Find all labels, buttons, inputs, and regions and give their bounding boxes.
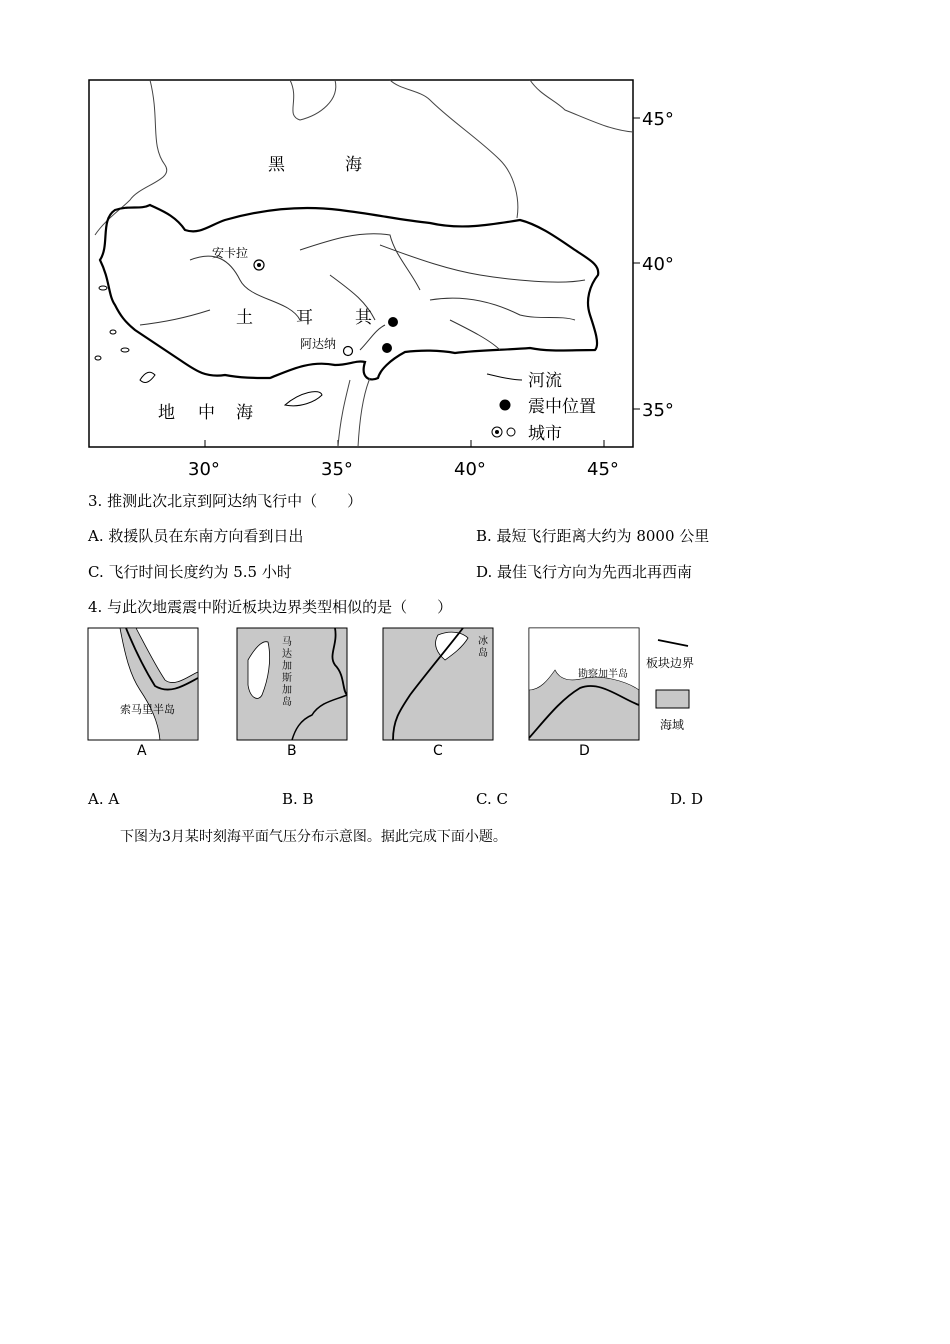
panel-b-caption: B [287, 743, 297, 759]
island [121, 348, 129, 352]
island [99, 286, 107, 290]
intro-text: 下图为3月某时刻海平面气压分布示意图。据此完成下面小题。 [120, 829, 507, 845]
panel-b-label-5: 加 [282, 685, 292, 696]
panel-c [383, 628, 493, 759]
lat-label-40: 40° [642, 254, 674, 275]
island [110, 330, 116, 334]
legend-sea-label: 海域 [660, 718, 685, 732]
q3-option-a[interactable]: A. 救援队员在东南方向看到日出 [88, 527, 304, 545]
panel-b-label-2: 达 [282, 649, 292, 660]
q3-option-d[interactable]: D. 最佳飞行方向为先西北再西南 [476, 563, 693, 581]
q4-stem: 4. 与此次地震震中附近板块边界类型相似的是（ ） [88, 598, 453, 616]
island [95, 356, 101, 360]
label-med-1: 地 [158, 403, 175, 423]
legend-epicenter-symbol [500, 400, 511, 411]
lat-label-35: 35° [642, 400, 674, 421]
label-adana: 阿达纳 [300, 337, 337, 351]
panel-c-caption: C [433, 743, 443, 759]
q3-option-c[interactable]: C. 飞行时间长度约为 5.5 小时 [88, 563, 292, 581]
panel-b [237, 628, 347, 759]
lat-label-45: 45° [642, 109, 674, 130]
panel-c-label-2: 岛 [478, 648, 488, 659]
river [300, 234, 420, 290]
legend-river-symbol [487, 374, 522, 380]
label-ankara: 安卡拉 [212, 246, 249, 260]
q4-option-c[interactable]: C. C [476, 790, 508, 808]
coastline [358, 378, 370, 447]
river [380, 245, 585, 282]
coastline [530, 80, 633, 132]
q4-option-a[interactable]: A. A [88, 790, 120, 808]
lon-label-40: 40° [454, 459, 486, 480]
lon-label-35: 35° [321, 459, 353, 480]
coastline [390, 80, 518, 218]
lon-label-30: 30° [188, 459, 220, 480]
ankara-city-dot [257, 263, 261, 267]
panel-a [88, 628, 198, 759]
legend-boundary-label: 板块边界 [646, 656, 695, 670]
lon-label-45: 45° [587, 459, 619, 480]
river [140, 310, 210, 325]
island [140, 372, 155, 382]
label-turkey-2: 耳 [296, 308, 313, 328]
label-turkey-1: 土 [236, 308, 253, 328]
turkey-map [0, 60, 700, 490]
river [360, 325, 385, 350]
panel-b-label-3: 加 [282, 661, 292, 672]
q4-option-b[interactable]: B. B [282, 790, 314, 808]
river [430, 298, 575, 320]
panel-c-label-1: 冰 [478, 636, 488, 647]
panel-a-label: 索马里半岛 [120, 703, 175, 716]
panel-d-label: 勘察加半岛 [578, 669, 628, 680]
adana-city-marker [344, 347, 353, 356]
legend-capital-dot [495, 430, 499, 434]
label-med-2: 中 [198, 403, 215, 423]
legend-boundary-symbol [658, 640, 688, 646]
plate-boundary-figures [0, 620, 720, 765]
panel-b-label-4: 斯 [282, 673, 292, 684]
coastline [338, 380, 350, 447]
panel-a-caption: A [137, 743, 147, 759]
label-black-sea-2: 海 [345, 155, 362, 175]
q3-stem: 3. 推测此次北京到阿达纳飞行中（ ） [88, 492, 363, 510]
panel-d-caption: D [579, 743, 590, 759]
coastline [290, 80, 336, 120]
legend-river-label: 河流 [528, 371, 562, 391]
q4-option-d[interactable]: D. D [670, 790, 704, 808]
legend-city-label: 城市 [528, 424, 562, 444]
legend-sea-symbol [656, 690, 689, 708]
epicenter-1 [388, 317, 398, 327]
q3-option-b[interactable]: B. 最短飞行距离大约为 8000 公里 [476, 527, 710, 545]
panel-b-label-6: 岛 [282, 697, 292, 708]
epicenter-2 [382, 343, 392, 353]
panel-b-label-1: 马 [282, 637, 292, 648]
label-turkey-3: 其 [355, 308, 372, 328]
map-frame [89, 80, 633, 447]
legend-city-symbol [507, 428, 515, 436]
river [450, 320, 500, 350]
label-med-3: 海 [236, 403, 253, 423]
cyprus [285, 392, 322, 406]
label-black-sea-1: 黑 [268, 155, 285, 175]
legend-epicenter-label: 震中位置 [528, 397, 596, 417]
panel-d [529, 628, 639, 759]
coastline [95, 80, 167, 235]
